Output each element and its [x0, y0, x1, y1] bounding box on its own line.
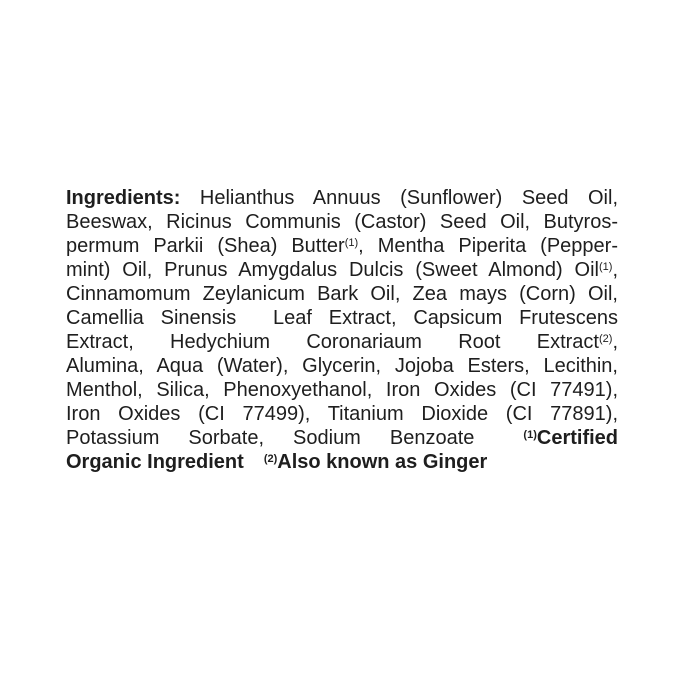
footnote-marker: (2) — [598, 333, 613, 345]
ingredients-paragraph — [66, 186, 618, 474]
ingredients-line — [66, 402, 618, 426]
ingredients-line — [66, 354, 618, 378]
ingredient-text: Camellia Sinensis Leaf Extract, Capsicum Frutescens — [66, 307, 618, 329]
ingredient-text: Alumina, Aqua (Water), Glycerin, Jojoba Esters, Lecithin, — [66, 355, 618, 377]
ingredient-text: Cinnamomum Zeylanicum Bark Oil, Zea mays (Corn) Oil, — [66, 283, 618, 305]
ingredients-line — [66, 378, 618, 402]
footnote-marker: (2) — [263, 453, 278, 465]
ingredient-text: mint) Oil, Prunus Amygdalus Dulcis (Sweet Almond) Oil — [66, 259, 599, 281]
ingredient-text: Potassium Sorbate, Sodium Benzoate — [66, 427, 524, 449]
ingredient-text: permum Parkii (Shea) Butter — [66, 235, 345, 257]
ingredients-line — [66, 258, 618, 282]
ingredient-text: , — [612, 331, 618, 353]
ingredient-text: Beeswax, Ricinus Communis (Castor) Seed Oil, Butyros- — [66, 211, 618, 233]
ingredient-text: , Mentha Piperita (Pepper- — [358, 235, 618, 257]
ingredient-text: Helianthus Annuus (Sunflower) Seed Oil, — [180, 187, 618, 209]
ingredients-line — [66, 330, 618, 354]
ingredients-line — [66, 450, 618, 474]
ingredient-text: Organic Ingredient — [66, 451, 264, 473]
ingredients-line — [66, 426, 618, 450]
ingredients-line — [66, 282, 618, 306]
ingredient-text: Iron Oxides (CI 77499), Titanium Dioxide (CI 77891), — [66, 403, 618, 425]
ingredient-text: Certified — [536, 427, 618, 449]
footnote-marker: (1) — [598, 261, 613, 273]
ingredient-text: , — [612, 259, 618, 281]
ingredients-line — [66, 234, 618, 258]
footnote-marker: (1) — [344, 237, 359, 249]
ingredient-text: Ingredients: — [66, 187, 181, 209]
ingredients-line — [66, 306, 618, 330]
ingredients-line — [66, 210, 618, 234]
ingredients-line — [66, 186, 618, 210]
ingredient-text: Extract, Hedychium Coronariaum Root Extract — [66, 331, 599, 353]
ingredient-text: Menthol, Silica, Phenoxyethanol, Iron Oxides (CI 77491), — [66, 379, 618, 401]
ingredient-text: Also known as Ginger — [277, 451, 488, 473]
footnote-marker: (1) — [523, 429, 537, 441]
